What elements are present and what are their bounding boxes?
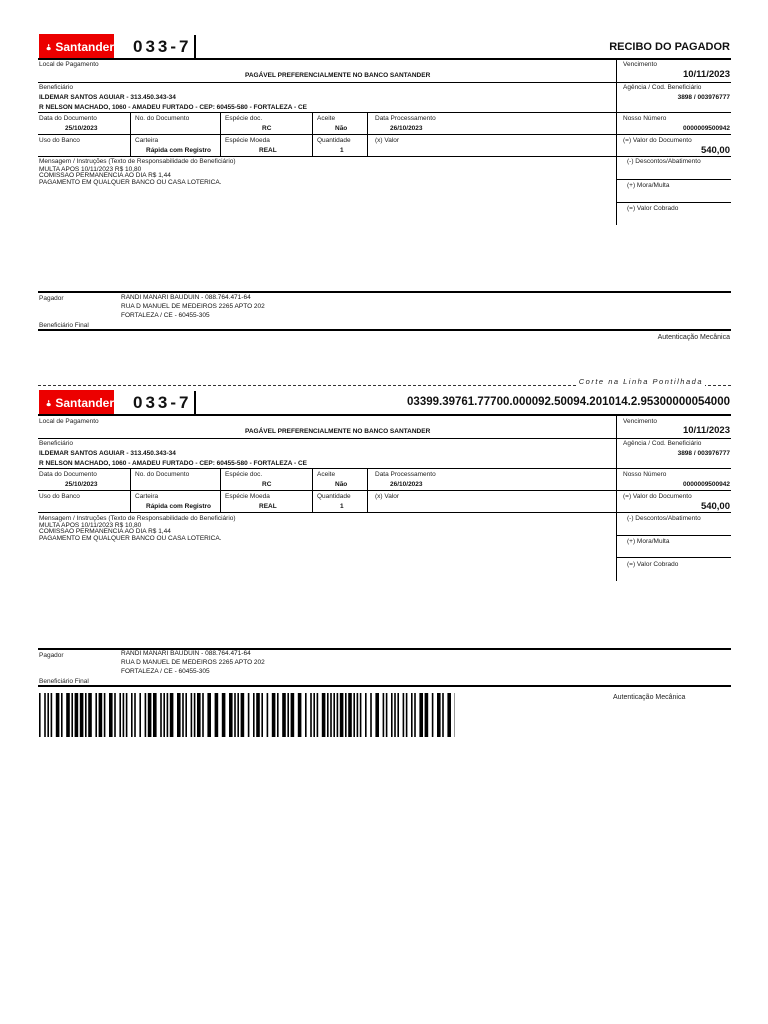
pagador-line-text: FORTALEZA / CE - 60455-305 [121,312,210,319]
cell-divider [312,468,313,512]
bank-name: Santander [55,396,114,410]
vencimento-value: 10/11/2023 [682,69,730,80]
divider [194,35,196,59]
beneficiario-final-label: Beneficiário Final [39,322,89,329]
row-line [38,82,731,83]
pagador-label: Pagador [39,652,64,659]
data-proc-label: Data Processamento [375,115,436,122]
bank-code: 033-7 [133,37,192,56]
santander-flame-icon [46,41,51,53]
nosso-num-value: 0000009500942 [683,125,730,132]
row-line [616,179,731,180]
nosso-num-label: Nosso Número [623,115,667,122]
row-line [38,134,731,135]
uso-banco-label: Uso do Banco [39,493,80,500]
quantidade-label: Quantidade [317,493,351,500]
beneficiario-name: ILDEMAR SANTOS AGUIAR - 313.450.343-34 [39,94,176,101]
mensagem-line: MULTA APOS 10/11/2023 R$ 10,80 [39,522,142,529]
data-doc-value: 25/10/2023 [65,481,98,488]
especie-moeda-label: Espécie Moeda [225,137,270,144]
cobrado-label: (=) Valor Cobrado [627,561,679,568]
carteira-value: Rápida com Registro [146,147,212,154]
cell-divider [130,468,131,512]
mensagem-label: Mensagem / Instruções (Texto de Responsabilidade do Beneficiário) [39,158,236,165]
agencia-label: Agência / Cod. Beneficiário [623,440,702,447]
quantidade-label: Quantidade [317,137,351,144]
linha-digitavel: 03399.39761.77700.000092.50094.201014.2.95300000054000 [407,396,730,408]
especie-doc-label: Espécie doc. [225,115,263,122]
especie-moeda-value: REAL [259,147,277,154]
aceite-label: Aceite [317,115,336,122]
valor-label: (x) Valor [375,137,400,144]
santander-logo [39,390,114,416]
vencimento-label: Vencimento [623,61,657,68]
recibo-section [0,0,768,375]
autenticacao-label: Autenticação Mecânica [613,694,686,701]
row-line [38,512,731,513]
row-line [38,112,731,113]
aceite-value: Não [335,125,348,132]
cut-text: Corte na Linha Pontilhada [578,377,703,386]
santander-flame-icon [46,397,51,409]
data-proc-label: Data Processamento [375,471,436,478]
cut-line [38,375,731,387]
beneficiario-label: Beneficiário [39,84,73,91]
valor-doc-value: 540,00 [700,145,730,156]
pagador-line [38,648,731,650]
column-divider [616,59,617,225]
valor-label: (x) Valor [375,493,400,500]
num-doc-label: No. do Documento [135,471,190,478]
pagador-line-text: RANDI MANARI BAUDUIN - 088.764.471-64 [121,650,251,657]
aceite-value: Não [335,481,348,488]
carteira-label: Carteira [135,137,159,144]
barcode-icon [39,693,455,737]
row-line [38,468,731,469]
carteira-value: Rápida com Registro [146,503,212,510]
data-proc-value: 26/10/2023 [390,125,423,132]
beneficiario-final-label: Beneficiário Final [39,678,89,685]
row-line [38,438,731,439]
bank-code: 033-7 [133,393,192,412]
local-value: PAGÁVEL PREFERENCIALMENTE NO BANCO SANTANDER [245,72,431,79]
nosso-num-value: 0000009500942 [683,481,730,488]
mensagem-line: MULTA APOS 10/11/2023 R$ 10,80 [39,166,142,173]
row-line [616,557,731,558]
mensagem-label: Mensagem / Instruções (Texto de Responsabilidade do Beneficiário) [39,515,236,522]
pagador-label: Pagador [39,295,64,302]
mensagem-line: PAGAMENTO EM QUALQUER BANCO OU CASA LOTERICA. [39,535,222,542]
mensagem-line: COMISSAO PERMANENCIA AO DIA R$ 1,44 [39,528,171,535]
data-doc-label: Data do Documento [39,471,97,478]
aceite-label: Aceite [317,471,336,478]
header-line [38,58,731,60]
data-proc-value: 26/10/2023 [390,481,423,488]
valor-doc-label: (=) Valor do Documento [623,493,692,500]
beneficiario-address: R NELSON MACHADO, 1060 - AMADEU FURTADO - CEP: 60455-580 - FORTALEZA - CE [39,460,307,467]
vencimento-label: Vencimento [623,418,657,425]
descontos-label: (-) Descontos/Abatimento [627,158,701,165]
data-doc-value: 25/10/2023 [65,125,98,132]
mensagem-line: PAGAMENTO EM QUALQUER BANCO OU CASA LOTERICA. [39,179,222,186]
pagador-bottom-line [38,329,731,331]
divider [194,391,196,415]
carteira-label: Carteira [135,493,159,500]
beneficiario-name: ILDEMAR SANTOS AGUIAR - 313.450.343-34 [39,450,176,457]
descontos-label: (-) Descontos/Abatimento [627,515,701,522]
mensagem-line: COMISSAO PERMANENCIA AO DIA R$ 1,44 [39,172,171,179]
uso-banco-label: Uso do Banco [39,137,80,144]
bank-name: Santander [55,40,114,54]
santander-logo [39,34,114,60]
quantidade-value: 1 [340,147,344,154]
vencimento-value: 10/11/2023 [682,425,730,436]
agencia-value: 3898 / 003976777 [677,94,730,101]
especie-doc-value: RC [262,481,272,488]
especie-doc-label: Espécie doc. [225,471,263,478]
header-line [38,414,731,416]
pagador-line-text: RUA D MANUEL DE MEDEIROS 2265 APTO 202 [121,659,265,666]
mora-label: (+) Mora/Multa [627,538,670,545]
num-doc-label: No. do Documento [135,115,190,122]
beneficiario-address: R NELSON MACHADO, 1060 - AMADEU FURTADO - CEP: 60455-580 - FORTALEZA - CE [39,104,307,111]
pagador-line [38,291,731,293]
row-line [38,156,731,157]
local-label: Local de Pagamento [39,61,99,68]
pagador-line-text: FORTALEZA / CE - 60455-305 [121,668,210,675]
agencia-label: Agência / Cod. Beneficiário [623,84,702,91]
row-line [616,535,731,536]
column-divider [616,415,617,581]
cell-divider [220,468,221,512]
nosso-num-label: Nosso Número [623,471,667,478]
local-label: Local de Pagamento [39,418,99,425]
recibo-title: RECIBO DO PAGADOR [609,41,730,53]
data-doc-label: Data do Documento [39,115,97,122]
local-value: PAGÁVEL PREFERENCIALMENTE NO BANCO SANTANDER [245,428,431,435]
pagador-line-text: RUA D MANUEL DE MEDEIROS 2265 APTO 202 [121,303,265,310]
valor-doc-label: (=) Valor do Documento [623,137,692,144]
especie-moeda-value: REAL [259,503,277,510]
beneficiario-label: Beneficiário [39,440,73,447]
especie-moeda-label: Espécie Moeda [225,493,270,500]
mora-label: (+) Mora/Multa [627,182,670,189]
row-line [616,202,731,203]
pagador-line-text: RANDI MANARI BAUDUIN - 088.764.471-64 [121,294,251,301]
row-line [38,490,731,491]
cell-divider [367,468,368,512]
pagador-bottom-line [38,685,731,687]
cobrado-label: (=) Valor Cobrado [627,205,679,212]
quantidade-value: 1 [340,503,344,510]
agencia-value: 3898 / 003976777 [677,450,730,457]
especie-doc-value: RC [262,125,272,132]
autenticacao-label: Autenticação Mecânica [657,334,730,341]
valor-doc-value: 540,00 [700,501,730,512]
